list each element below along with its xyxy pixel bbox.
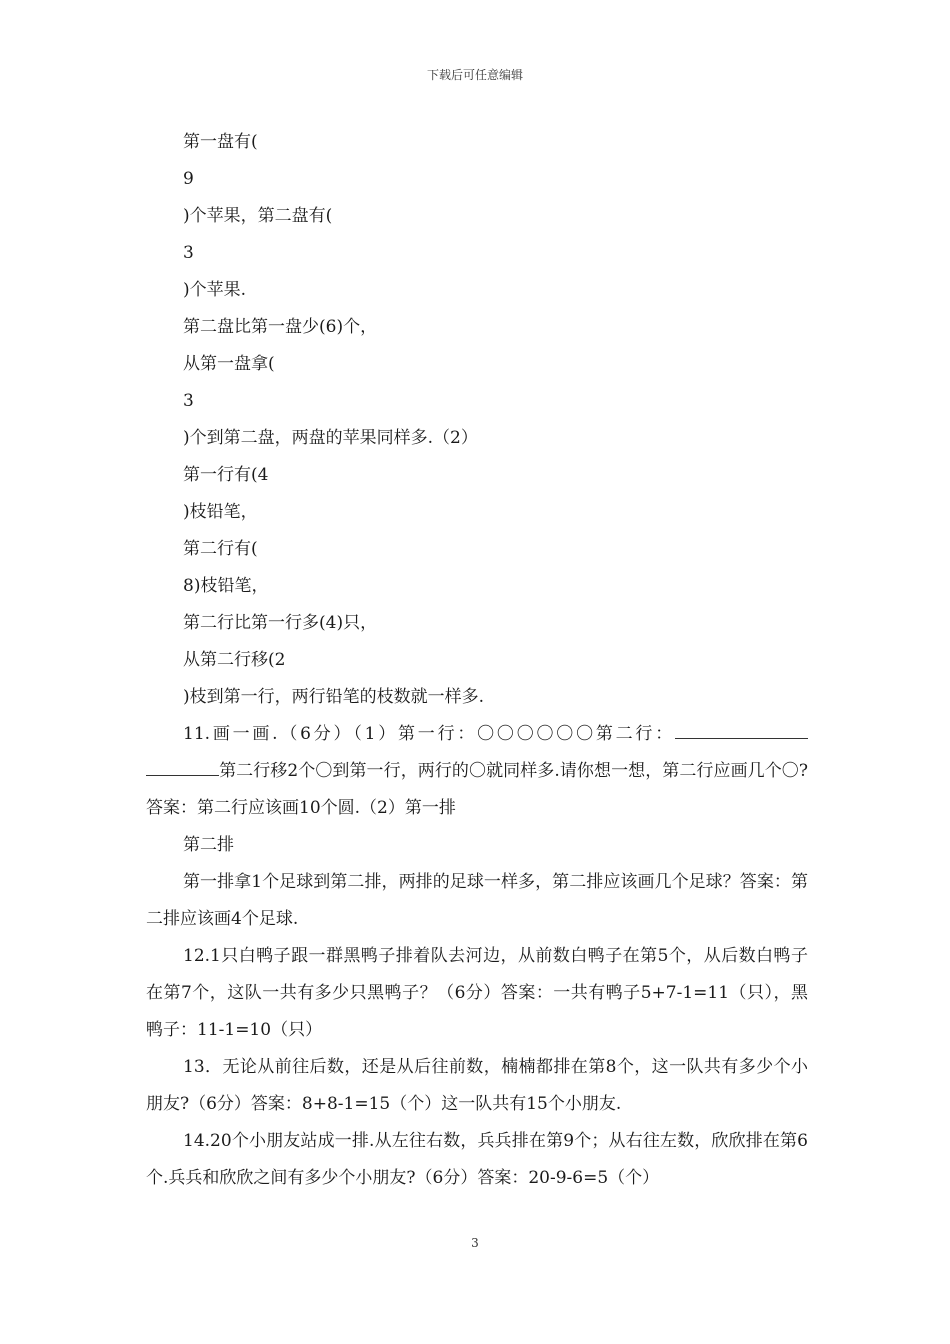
text-line: )枝到第一行，两行铅笔的枝数就一样多. xyxy=(183,687,485,707)
question-11-part2: 第一排拿1个足球到第二排，两排的足球一样多，第二排应该画几个足球？答案：第二排应该画4个足球. xyxy=(146,872,808,929)
text-line: )个苹果. xyxy=(183,280,247,300)
text-line: 3 xyxy=(183,391,194,411)
text-line: )枝铅笔， xyxy=(183,502,258,522)
page-number: 3 xyxy=(471,1236,479,1250)
text-line: 第二行有( xyxy=(183,539,258,559)
text-line: 从第二行移(2 xyxy=(183,650,286,670)
text-line: )个苹果，第二盘有( xyxy=(183,206,333,226)
text-line: 第二行比第一行多(4)只， xyxy=(183,613,378,633)
text-line: 第二盘比第一盘少(6)个， xyxy=(183,317,378,337)
answer-blank xyxy=(146,757,219,776)
question-11 xyxy=(146,716,808,827)
question-11-suffix: 第二行移2个〇到第一行，两行的〇就同样多.请你想一想，第二行应画几个〇?答案：第二行应该画10个圆.（2）第一排 xyxy=(146,761,808,818)
answer-blank xyxy=(675,720,808,739)
text-line: 从第一盘拿( xyxy=(183,354,275,374)
question-11-prefix: 11.画一画.（6分）（1）第一行：〇〇〇〇〇〇第二行： xyxy=(183,724,675,744)
question-14: 14.20个小朋友站成一排.从左往右数，兵兵排在第9个；从右往左数，欣欣排在第6个.兵兵和欣欣之间有多少个小朋友?（6分）答案：20-9-6=5（个） xyxy=(146,1131,808,1188)
document-body xyxy=(146,124,808,1197)
text-line: 第一行有(4 xyxy=(183,465,269,485)
text-line: 第一盘有( xyxy=(183,132,258,152)
text-line: 第二排 xyxy=(183,835,234,855)
page-header: 下载后可任意编辑 xyxy=(426,68,523,82)
text-line: 3 xyxy=(183,243,194,263)
text-line: )个到第二盘，两盘的苹果同样多.（2） xyxy=(183,428,478,448)
text-line: 9 xyxy=(183,169,194,189)
text-line: 8)枝铅笔， xyxy=(183,576,269,596)
question-13: 13．无论从前往后数，还是从后往前数，楠楠都排在第8个，这一队共有多少个小朋友?（6分）答案：8+8-1=15（个）这一队共有15个小朋友. xyxy=(146,1057,808,1114)
question-12: 12.1只白鸭子跟一群黑鸭子排着队去河边，从前数白鸭子在第5个，从后数白鸭子在第7个，这队一共有多少只黑鸭子？（6分）答案：一共有鸭子5+7-1=11（只），黑鸭子：11-1=10（只） xyxy=(146,946,808,1040)
